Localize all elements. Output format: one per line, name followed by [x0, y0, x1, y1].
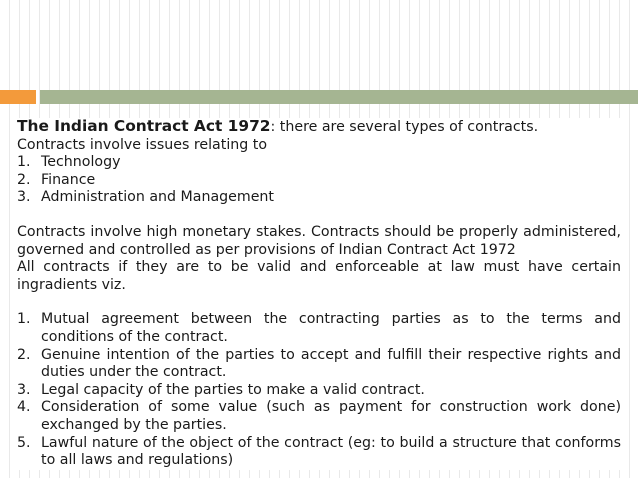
ingredients-list	[17, 311, 621, 469]
list-item	[17, 172, 621, 190]
issues-list	[17, 154, 621, 207]
list-number: 1.	[17, 311, 31, 328]
issues-intro: Contracts involve issues relating to	[17, 136, 268, 153]
list-item	[17, 189, 621, 207]
list-number: 5.	[17, 434, 31, 451]
list-item	[17, 399, 621, 434]
list-item	[17, 347, 621, 382]
slide-content	[17, 118, 621, 470]
list-number: 1.	[17, 154, 31, 171]
paragraph-validity: All contracts if they are to be valid and enforceable at law must have certain ingradients viz.	[17, 259, 621, 293]
list-number: 2.	[17, 346, 31, 363]
list-item	[17, 382, 621, 400]
list-text: Administration and Management	[41, 189, 274, 206]
list-item	[17, 154, 621, 172]
list-number: 4.	[17, 399, 31, 416]
list-number: 2.	[17, 171, 31, 188]
list-text: Finance	[41, 171, 96, 188]
list-text: Technology	[41, 154, 121, 171]
list-number: 3.	[17, 381, 31, 398]
list-item	[17, 311, 621, 346]
accent-band-orange	[0, 90, 36, 104]
heading-title: The Indian Contract Act 1972	[17, 117, 271, 135]
heading-subtitle: : there are several types of contracts.	[270, 119, 539, 135]
list-text: Lawful nature of the object of the contract (eg: to build a structure that conforms to all laws and regulations)	[41, 434, 621, 469]
list-text: Consideration of some value (such as payment for construction work done) exchanged by the parties.	[41, 399, 621, 433]
list-number: 3.	[17, 189, 31, 206]
paragraph-stakes: Contracts involve high monetary stakes. Contracts should be properly administered, governed and controlled as per provisions of Indian Contract Act 1972	[17, 223, 621, 258]
spacer	[17, 207, 621, 224]
list-text: Genuine intention of the parties to accept and fulfill their respective rights and duties under the contract.	[41, 346, 621, 381]
spacer	[17, 294, 621, 311]
list-item	[17, 435, 621, 470]
accent-band-green	[40, 90, 638, 104]
list-text: Legal capacity of the parties to make a valid contract.	[41, 381, 425, 398]
heading-line	[17, 118, 621, 137]
list-text: Mutual agreement between the contracting parties as to the terms and conditions of the contract.	[41, 311, 621, 345]
